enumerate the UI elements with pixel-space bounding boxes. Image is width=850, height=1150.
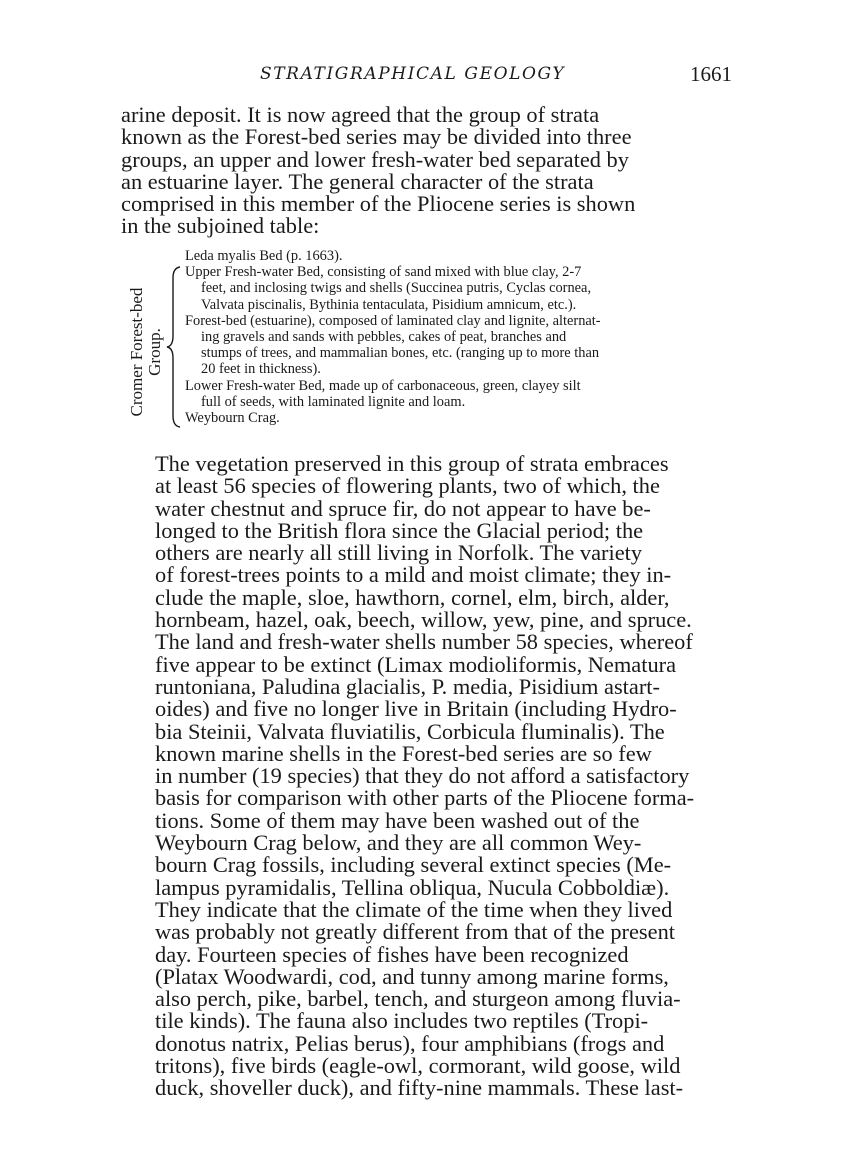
text-line: The vegetation preserved in this group of strata embraces xyxy=(155,451,669,476)
table-row: stumps of trees, and mammalian bones, etc. (ranging up to more than xyxy=(201,345,600,362)
table-entries xyxy=(185,248,737,426)
table-row: Valvata piscinalis, Bythinia tentaculata, Pisidium amnicum, etc.). xyxy=(201,296,577,313)
text-line: in number (19 species) that they do not afford a satisfactory xyxy=(155,763,690,789)
table-row: Lower Fresh-water Bed, made up of carbonaceous, green, clayey silt xyxy=(185,377,581,394)
text-line: day. Fourteen species of fishes have been recognized xyxy=(155,941,629,967)
text-line: bia Steinii, Valvata fluviatilis, Corbicula fluminalis). The xyxy=(155,718,665,744)
paragraph-vegetation xyxy=(121,453,731,1100)
table-row: feet, and inclosing twigs and shells (Succinea putris, Cyclas cornea, xyxy=(201,280,592,297)
text-line: basis for comparison with other parts of the Pliocene forma- xyxy=(155,785,695,811)
table-row: Upper Fresh-water Bed, consisting of sand mixed with blue clay, 2-7 xyxy=(185,264,582,281)
group-label-text: Cromer Forest-bed Group. xyxy=(127,287,164,417)
text-line: tritons), five birds (eagle-owl, cormorant, wild goose, wild xyxy=(155,1053,681,1079)
text-line: (Platax Woodwardi, cod, and tunny among marine forms, xyxy=(155,963,669,989)
table-row: ing gravels and sands with pebbles, cakes of peat, branches and xyxy=(201,329,567,346)
text-line: five appear to be extinct (Limax modioliformis, Nematura xyxy=(155,651,677,677)
text-line: The land and fresh-water shells number 58 species, whereof xyxy=(155,629,693,655)
text-line: known marine shells in the Forest-bed series are so few xyxy=(155,740,652,766)
brace-icon xyxy=(166,266,182,428)
page-number: 1661 xyxy=(690,62,732,86)
text-line: comprised in this member of the Pliocene series is shown xyxy=(121,191,636,217)
text-line: groups, an upper and lower fresh-water bed separated by xyxy=(121,146,629,172)
group-label xyxy=(110,248,170,448)
running-head xyxy=(120,60,732,90)
text-line: runtoniana, Paludina glacialis, P. media, Pisidium astart- xyxy=(155,673,660,699)
text-line: tile kinds). The fauna also includes two reptiles (Tropi- xyxy=(155,1008,649,1034)
paragraph-intro xyxy=(121,104,731,238)
running-title: STRATIGRAPHICAL GEOLOGY xyxy=(260,64,566,84)
text-line: was probably not greatly different from that of the present xyxy=(155,919,676,945)
table-bottom-label: Weybourn Crag. xyxy=(185,410,280,427)
text-line: They indicate that the climate of the time when they lived xyxy=(155,896,673,922)
text-line: donotus natrix, Pelias berus), four amphibians (frogs and xyxy=(155,1030,665,1056)
text-line: known as the Forest-bed series may be divided into three xyxy=(121,124,632,150)
table-top-label: Leda myalis Bed (p. 1663). xyxy=(185,248,343,264)
text-line: duck, shoveller duck), and fifty-nine mammals. These last- xyxy=(155,1075,684,1101)
text-line: an estuarine layer. The general character of the strata xyxy=(121,168,594,194)
table-row: Forest-bed (estuarine), composed of laminated clay and lignite, alternat- xyxy=(185,312,601,329)
text-line: hornbeam, hazel, oak, beech, willow, yew, pine, and spruce. xyxy=(155,607,692,633)
strata-table xyxy=(110,248,735,448)
text-line: others are nearly all still living in Norfolk. The variety xyxy=(155,540,643,566)
text-line: at least 56 species of flowering plants, two of which, the xyxy=(155,473,660,499)
table-row: full of seeds, with laminated lignite and loam. xyxy=(201,393,466,410)
text-line: lampus pyramidalis, Tellina obliqua, Nucula Cobboldiæ). xyxy=(155,874,670,900)
text-line: longed to the British flora since the Glacial period; the xyxy=(155,517,644,543)
text-line: in the subjoined table: xyxy=(121,213,320,239)
text-line: also perch, pike, barbel, tench, and sturgeon among fluvia- xyxy=(155,986,681,1012)
text-line: clude the maple, sloe, hawthorn, cornel, elm, birch, alder, xyxy=(155,584,670,610)
text-line: tions. Some of them may have been washed out of the xyxy=(155,807,640,833)
text-line: bourn Crag fossils, including several extinct species (Me- xyxy=(155,852,672,878)
text-line: Weybourn Crag below, and they are all common Wey- xyxy=(155,830,642,856)
text-line: of forest-trees points to a mild and moist climate; they in- xyxy=(155,562,672,588)
text-line: water chestnut and spruce fir, do not appear to have be- xyxy=(155,495,651,521)
text-line: oides) and five no longer live in Britain (including Hydro- xyxy=(155,696,677,722)
text-line: arine deposit. It is now agreed that the group of strata xyxy=(121,102,600,127)
table-row: 20 feet in thickness). xyxy=(201,361,321,378)
